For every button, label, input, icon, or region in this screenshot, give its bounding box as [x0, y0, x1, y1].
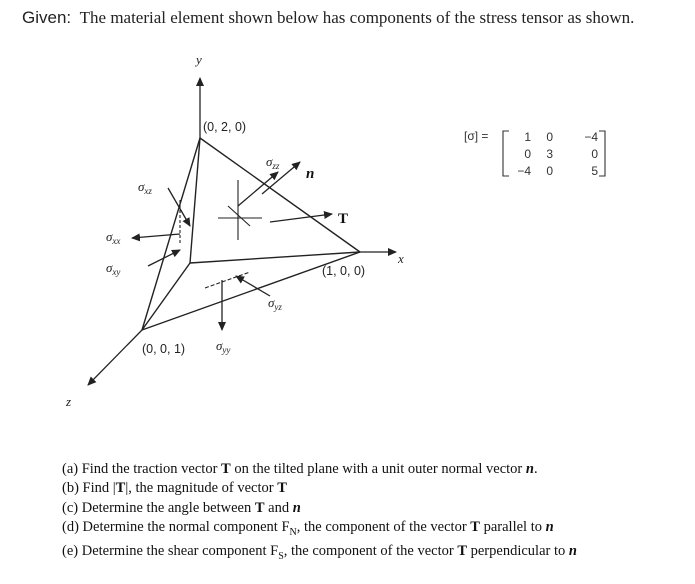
sigma-yy-label: $\sigma_{yy}$ [216, 338, 231, 355]
point-label-right: (1, 0, 0) [322, 264, 366, 278]
sigma-xz-label: $\sigma_{xz}$ [138, 179, 152, 196]
point-label-front: (0, 0, 1) [142, 342, 186, 356]
slant-face-mark-diagonal [228, 206, 250, 226]
sigma-xx-label: $\sigma_{xx}$ [106, 229, 121, 246]
traction-T-arrow [270, 214, 332, 222]
sigma-xy-arrow [148, 250, 180, 266]
matrix-right-bracket [599, 131, 605, 176]
matrix-cell: −4 [517, 164, 531, 178]
edge-top-right [200, 138, 360, 252]
question-d: (d) Determine the normal component $F_N$, the component of the vector T parallel to n [62, 518, 554, 538]
matrix-cell: −4 [584, 130, 598, 144]
normal-n-label: n [306, 166, 315, 182]
edge-back-depth [142, 263, 190, 330]
sigma-xz-arrow [168, 188, 190, 226]
sigma-zz-label: $\sigma_{zz}$ [266, 154, 280, 171]
question-c: (c) Determine the angle between T and n [62, 499, 301, 516]
sigma-xy-label: $\sigma_{xy}$ [106, 260, 121, 277]
matrix-cell: 0 [591, 147, 598, 161]
matrix-cell: 0 [524, 147, 531, 161]
matrix-cell: 1 [524, 130, 531, 144]
matrix-cell: 3 [546, 147, 553, 161]
matrix-cell: 0 [546, 164, 553, 178]
z-axis-label: z [66, 394, 72, 409]
stress-arrows [132, 162, 332, 330]
matrix-cell: 5 [591, 164, 598, 178]
matrix-cell: 0 [546, 130, 553, 144]
given-label: Given: [22, 8, 72, 27]
question-a: (a) Find the traction vector T on the tilted plane with a unit outer normal vector n. [62, 461, 538, 477]
sigma-yz-label: $\sigma_{yz}$ [268, 295, 282, 312]
sigma-xx-arrow [132, 234, 180, 238]
question-e: (e) Determine the shear component $F_S$, the component of the vector T perpendicular to n [62, 543, 577, 562]
point-label-top: (0, 2, 0) [203, 120, 247, 134]
edge-top-front [142, 138, 200, 330]
question-b: (b) Find |T|, the magnitude of vector T [62, 480, 287, 497]
matrix-left-bracket [503, 131, 509, 176]
given-text: The material element shown below has components of the stress tensor as shown. [79, 8, 635, 27]
x-axis-label: x [398, 251, 404, 266]
traction-T-label: T [338, 211, 349, 227]
y-axis-label: y [196, 52, 202, 67]
matrix-label: [σ] = [464, 129, 489, 143]
stress-tensor-matrix [464, 129, 605, 178]
question-list [62, 460, 682, 566]
z-axis [88, 330, 142, 385]
